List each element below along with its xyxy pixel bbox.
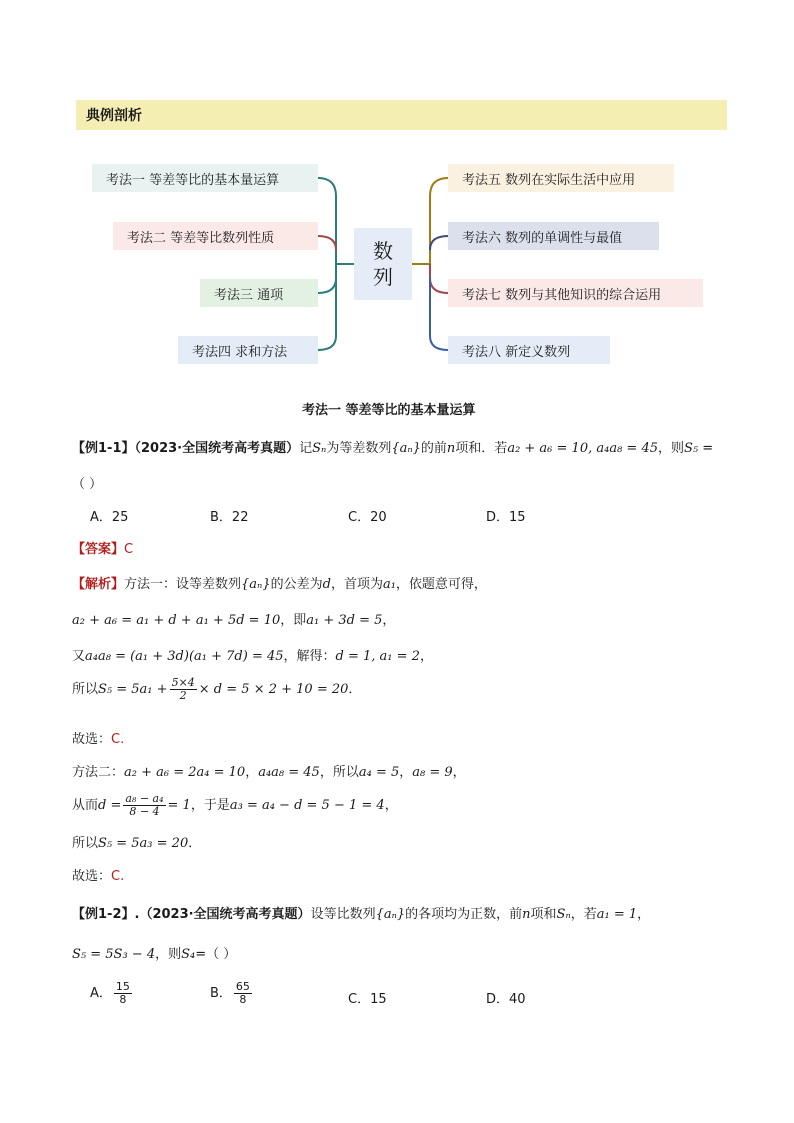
mind-map [0,150,794,380]
analysis-method-2-line-3: 所以S₅ = 5a₃ = 20． [72,836,202,851]
mindmap-node-method-1: 考法一 等差等比的基本量运算 [92,164,318,192]
example-1-paren: （ ） [72,477,103,492]
center-char-2: 列 [373,265,393,289]
example-1-stem: 【例1-1】（2023·全国统考高考真题）记Sₙ为等差数列{aₙ}的前n项和．若a₂ + a₆ = 10, a₄a₈ = 45，则S₅ = [72,441,714,456]
example-2-line-2: S₅ = 5S₃ − 4，则S₄=（ ） [72,947,237,962]
option-a: A．25 [90,510,129,525]
option-b: B．22 [210,510,249,525]
ex2-option-d: D．40 [486,992,526,1007]
ex2-option-b: B． $\frac{65}{8}$ [210,980,250,1006]
example-2-stem: 【例1-2】.（2023·全国统考高考真题）设等比数列{aₙ}的各项均为正数，前n项和Sₙ，若a₁ = 1， [72,907,651,922]
analysis-line-2: 又a₄a₈ = (a₁ + 3d)(a₁ + 7d) = 45，解得：d = 1, a₁ = 2， [72,649,433,664]
option-c: C．20 [348,510,387,525]
answer: 【答案】C [72,542,134,557]
center-node-sequence [354,228,412,300]
analysis-line-3: 所以S₅ = 5a₁ + $\frac{5\times 4}{2}$ × d = 5 × 2 + 10 = 20． [72,676,362,702]
fraction: $\frac{5\times 4}{2}$ [171,676,195,702]
analysis-method-2-line-2: 从而d = $\frac{\text{a₈ − a₄}}{8 - 4}$ = 1，于是a₃ = a₄ − d = 5 − 1 = 4， [72,792,398,818]
ex2-option-c: C．15 [348,992,387,1007]
choose-2: 故选：C. [72,869,125,884]
mindmap-node-method-5: 考法五 数列在实际生活中应用 [448,164,674,192]
mindmap-node-method-7: 考法七 数列与其他知识的综合运用 [448,279,703,307]
section-title: 典例剖析 [86,108,142,124]
choose-1: 故选：C. [72,732,125,747]
mindmap-node-method-4: 考法四 求和方法 [178,336,318,364]
center-char-1: 数 [373,239,393,263]
section-header [76,100,727,130]
mindmap-node-method-8: 考法八 新定义数列 [448,336,610,364]
mindmap-node-method-3: 考法三 通项 [200,279,318,307]
fraction: $\frac{\text{a₈ − a₄}}{8 - 4}$ [125,792,164,818]
mindmap-node-method-2: 考法二 等差等比数列性质 [113,222,318,250]
mindmap-node-method-6: 考法六 数列的单调性与最值 [448,222,659,250]
analysis-line-1: a₂ + a₆ = a₁ + d + a₁ + 5d = 10，即a₁ + 3d = 5， [72,613,396,628]
subsection-heading: 考法一 等差等比的基本量运算 [302,403,476,418]
analysis-method-2: 方法二：a₂ + a₆ = 2a₄ = 10，a₄a₈ = 45，所以a₄ = 5，a₈ = 9， [72,765,466,780]
ex2-option-a: A． $\frac{15}{8}$ [90,980,130,1006]
option-d: D．15 [486,510,526,525]
analysis-method-1: 【解析】方法一：设等差数列{aₙ}的公差为d，首项为a₁，依题意可得， [72,577,487,592]
